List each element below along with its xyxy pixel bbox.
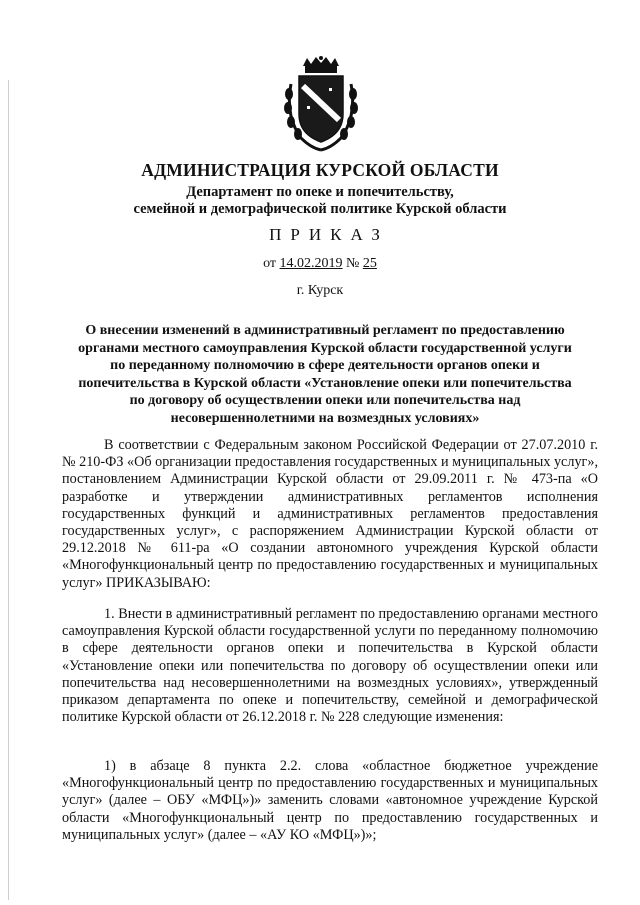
city: г. Курск	[296, 283, 344, 298]
document-type: ПРИКАЗ	[269, 225, 389, 244]
department-line-2: семейной и демографической политике Курской области	[133, 201, 507, 217]
body-paragraph: В соответствии с Федеральным законом Российской Федерации от 27.07.2010 г. № 210-ФЗ «Об организации предоставления государственных и муниципальных услуг», постановлением Администрации Курской области от 29.09.2011 г. № 473-па «О разработке и утверждении административных регламентов исполнения государственных функций и административных регламентов предоставления государственных услуг», с распоряжением Администрации Курской области от 29.12.2018 № 611-ра «О создании автономного учреждения Курской области «Многофункциональный центр по предоставлению государственных и муниципальных услуг» ПРИКАЗЫВАЮ:	[62, 437, 598, 591]
number-prefix: №	[346, 256, 360, 271]
body-paragraph: 1. Внести в административный регламент по предоставлению органами местного самоуправления Курской области государственной услуги по переданному полномочию в сфере деятельности органов опеки и попечительства в Курской области «Установление опеки или попечительства по договору об осуществлении опеки или попечительства над несовершеннолетними на возмездных условиях», утвержденный приказом департамента по опеке и попечительству, семейной и демографической политике Курской области от 26.12.2018 г. № 228 следующие изменения:	[62, 606, 598, 726]
organization-name: АДМИНИСТРАЦИЯ КУРСКОЙ ОБЛАСТИ	[141, 160, 499, 180]
body-paragraph: 1) в абзаце 8 пункта 2.2. слова «областное бюджетное учреждение «Многофункциональный центр по предоставлению государственных и муниципальных услуг» (далее – ОБУ «МФЦ»)» заменить словами «автономное учреждение Курской области «Многофункциональный центр по предоставлению государственных и муниципальных услуг» (далее – «АУ КО «МФЦ»)»;	[62, 758, 598, 843]
kursk-coat-of-arms-icon	[281, 56, 361, 152]
department-name	[0, 184, 640, 218]
document-number: 25	[362, 256, 377, 271]
date-number-line	[0, 256, 640, 272]
document-title: О внесении изменений в административный регламент по предоставлению органами местного самоуправления Курской области государственной услуги по переданному полномочию в сфере деятельности органов опеки и попечительства в Курской области «Установление опеки или попечительства по договору об осуществлении опеки или попечительства над несовершеннолетними на возмездных условиях»	[78, 323, 572, 426]
department-line-1: Департамент по опеке и попечительству,	[186, 184, 454, 200]
document-date: 14.02.2019	[279, 256, 343, 271]
date-prefix: от	[263, 256, 277, 271]
